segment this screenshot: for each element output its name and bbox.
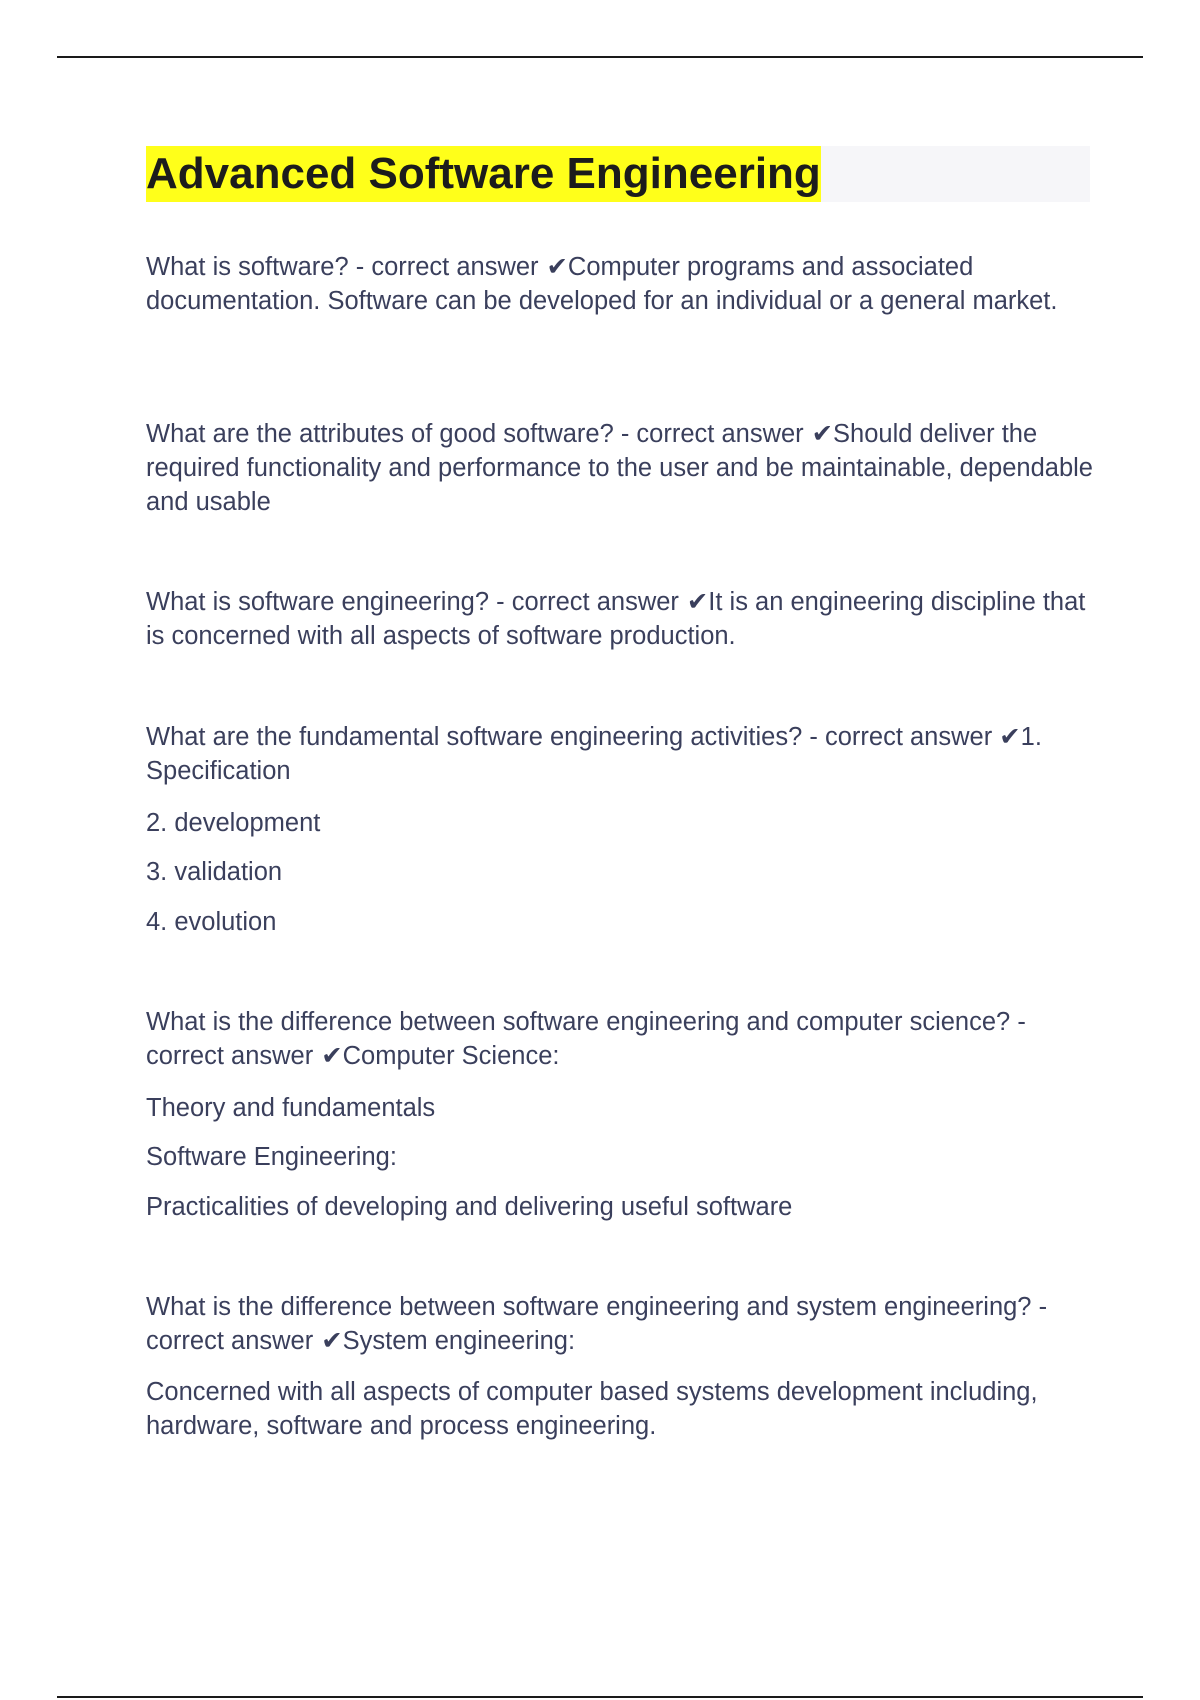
qa-item-4 — [146, 720, 1096, 788]
question-5: What is the difference between software engineering and computer science? — [146, 1008, 1011, 1036]
question-1: What is software? — [146, 253, 349, 281]
check-icon: ✔ — [546, 253, 568, 281]
list-item: 2. development — [146, 809, 321, 837]
question-3: What is software engineering? — [146, 588, 490, 616]
check-icon: ✔ — [811, 420, 834, 448]
top-rule — [57, 56, 1143, 58]
answer-5: Computer Science: — [342, 1042, 560, 1070]
answer-2: Should deliver the required functionality and performance to the user and be maintainable, dependable and usable — [146, 420, 1093, 516]
qa-item-1 — [146, 250, 1096, 318]
answer-3: It is an engineering discipline that is concerned with all aspects of software production. — [146, 588, 1086, 650]
list-item: Software Engineering: — [146, 1143, 397, 1171]
check-icon: ✔ — [321, 1327, 343, 1355]
list-item: 3. validation — [146, 858, 283, 886]
question-2: What are the attributes of good software? — [146, 420, 614, 448]
check-icon: ✔ — [686, 588, 709, 616]
qa-item-5 — [146, 1005, 1096, 1073]
check-icon: ✔ — [321, 1042, 343, 1070]
answer-prefix-1: - correct answer — [355, 253, 539, 281]
answer-prefix-5: - correct answer — [146, 1008, 1026, 1070]
list-item: Theory and fundamentals — [146, 1094, 436, 1122]
qa-item-2 — [146, 417, 1096, 519]
answer-1: Computer programs and associated documentation. Software can be developed for an individual or a general market. — [146, 253, 1058, 315]
answer-prefix-2: - correct answer — [620, 420, 804, 448]
list-item: Concerned with all aspects of computer based systems development including, hardware, software and process engineering. — [146, 1378, 1038, 1440]
list-item: Practicalities of developing and delivering useful software — [146, 1193, 793, 1221]
list-item: 4. evolution — [146, 908, 277, 936]
question-6: What is the difference between software engineering and system engineering? — [146, 1293, 1032, 1321]
answer-4: 1. Specification — [146, 723, 1042, 785]
question-4: What are the fundamental software engineering activities? — [146, 723, 803, 751]
answer-prefix-3: - correct answer — [496, 588, 679, 616]
qa-item-3 — [146, 585, 1096, 653]
page-title: Advanced Software Engineering — [146, 146, 821, 202]
answer-prefix-6: - correct answer — [146, 1293, 1048, 1355]
answer-prefix-4: - correct answer — [809, 723, 993, 751]
answer-6: System engineering: — [342, 1327, 576, 1355]
qa-item-6 — [146, 1290, 1096, 1358]
bottom-rule — [57, 1696, 1143, 1698]
check-icon: ✔ — [999, 723, 1021, 751]
